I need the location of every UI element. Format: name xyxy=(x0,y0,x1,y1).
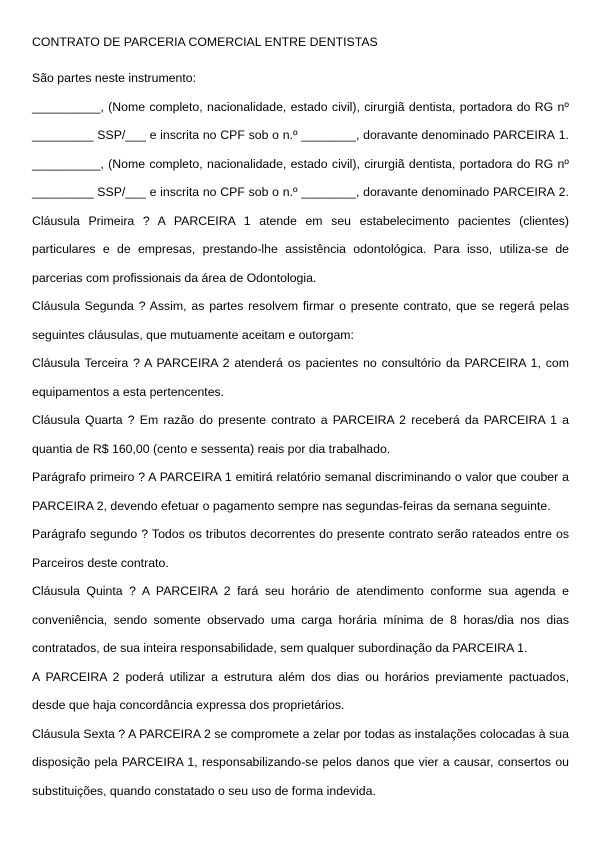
line-word: RG xyxy=(534,156,554,171)
paragrafo-segundo: Parágrafo segundo ? Todos os tributos decorrentes do presente contrato serão rateados entre os Parceiros deste contrato. xyxy=(32,527,569,570)
line-word: ________, xyxy=(301,128,360,142)
clausula-segunda: Cláusula Segunda ? Assim, as partes resolvem firmar o presente contrato, que se regerá pelas seguintes cláusulas, que mutuamente aceitam e outorgam: xyxy=(32,299,569,342)
line-word: 1. xyxy=(558,128,569,142)
line-word: e xyxy=(149,128,157,142)
line-word: civil), xyxy=(331,99,360,114)
line-word: cirurgiã xyxy=(364,99,405,114)
line-word: _________ xyxy=(32,185,94,199)
line-word: portadora xyxy=(459,99,513,114)
line-word: completo, xyxy=(149,99,203,114)
line-word: estado xyxy=(290,156,328,171)
line-word: estado xyxy=(290,99,328,114)
line-word: dentista, xyxy=(408,99,456,114)
clausula-primeira: Cláusula Primeira ? A PARCEIRA 1 atende em seu estabelecimento pacientes (clientes) particulares e de empresas, prestando-lhe assistência odontológica. Para isso, utiliza-se de parcerias com profissionais da área de Odontologia. xyxy=(32,213,569,285)
line-word: PARCEIRA xyxy=(492,185,555,199)
party1-line1 xyxy=(32,93,569,122)
line-word: cirurgiã xyxy=(364,156,405,171)
clausula-quarta: Cláusula Quarta ? Em razão do presente contrato a PARCEIRA 2 receberá da PARCEIRA 1 a quantia de R$ 160,00 (cento e sessenta) reais por dia trabalhado. xyxy=(32,413,569,456)
line-word: no xyxy=(202,128,217,142)
clausula-quinta: Cláusula Quinta ? A PARCEIRA 2 fará seu horário de atendimento conforme sua agenda e conveniência, sendo somente observado uma carga horária mínima de 8 horas/dia nos dias contratados, de sua inteira responsabilidade, sem qualquer subordinação da PARCEIRA 1. xyxy=(32,584,569,655)
clausula-terceira: Cláusula Terceira ? A PARCEIRA 2 atenderá os pacientes no consultório da PARCEIRA 1, com equipamentos a esta pertencentes. xyxy=(32,356,569,399)
line-word: inscrita xyxy=(160,128,200,142)
paragrafo-primeiro: Parágrafo primeiro ? A PARCEIRA 1 emitirá relatório semanal discriminando o valor que couber a PARCEIRA 2, devendo efetuar o pagamento sempre nas segundas-feiras da semana seguinte. xyxy=(32,470,569,513)
line-word: nacionalidade, xyxy=(207,99,287,114)
line-word: o xyxy=(272,128,280,142)
line-word: 2. xyxy=(558,185,569,199)
line-word: nº xyxy=(557,99,569,114)
line-word: sob xyxy=(248,128,269,142)
line-word: ________, xyxy=(301,185,360,199)
line-word: __________, xyxy=(32,99,104,114)
line-word: CPF xyxy=(220,185,245,199)
line-word: o xyxy=(272,185,280,199)
line-word: (Nome xyxy=(108,99,146,114)
line-word: nº xyxy=(557,156,569,171)
line-word: no xyxy=(202,185,217,199)
line-word: PARCEIRA xyxy=(492,128,555,142)
line-word: (Nome xyxy=(108,156,146,171)
line-word: nacionalidade, xyxy=(207,156,287,171)
party2-line1 xyxy=(32,150,569,179)
line-word: e xyxy=(149,185,157,199)
party1-line2 xyxy=(32,121,569,150)
line-word: dentista, xyxy=(408,156,456,171)
intro-text: São partes neste instrumento: xyxy=(32,71,197,85)
document-title: CONTRATO DE PARCERIA COMERCIAL ENTRE DENTISTAS xyxy=(32,35,378,49)
line-word: inscrita xyxy=(160,185,200,199)
line-word: sob xyxy=(248,185,269,199)
line-word: n.º xyxy=(282,128,298,142)
party2-line2 xyxy=(32,178,569,207)
line-word: completo, xyxy=(149,156,203,171)
line-word: portadora xyxy=(459,156,513,171)
line-word: CPF xyxy=(220,128,245,142)
line-word: SSP/___ xyxy=(97,185,146,199)
line-word: doravante xyxy=(363,128,418,142)
line-word: civil), xyxy=(331,156,360,171)
line-word: denominado xyxy=(421,185,490,199)
line-word: _________ xyxy=(32,128,94,142)
line-word: RG xyxy=(534,99,554,114)
line-word: denominado xyxy=(421,128,490,142)
line-word: __________, xyxy=(32,156,104,171)
contract-page xyxy=(32,34,569,805)
line-word: doravante xyxy=(363,185,418,199)
line-word: do xyxy=(516,99,531,114)
line-word: do xyxy=(516,156,531,171)
paragrafo-estrutura: A PARCEIRA 2 poderá utilizar a estrutura além dos dias ou horários previamente pactuados, desde que haja concordância expressa dos proprietários. xyxy=(32,669,569,712)
line-word: n.º xyxy=(282,185,298,199)
line-word: SSP/___ xyxy=(97,128,146,142)
clausula-sexta: Cláusula Sexta ? A PARCEIRA 2 se compromete a zelar por todas as instalações colocadas à sua disposição pela PARCEIRA 1, responsabilizando-se pelos danos que vier a causar, consertos ou substituições, quando constatado o seu uso de forma indevida. xyxy=(32,726,569,798)
